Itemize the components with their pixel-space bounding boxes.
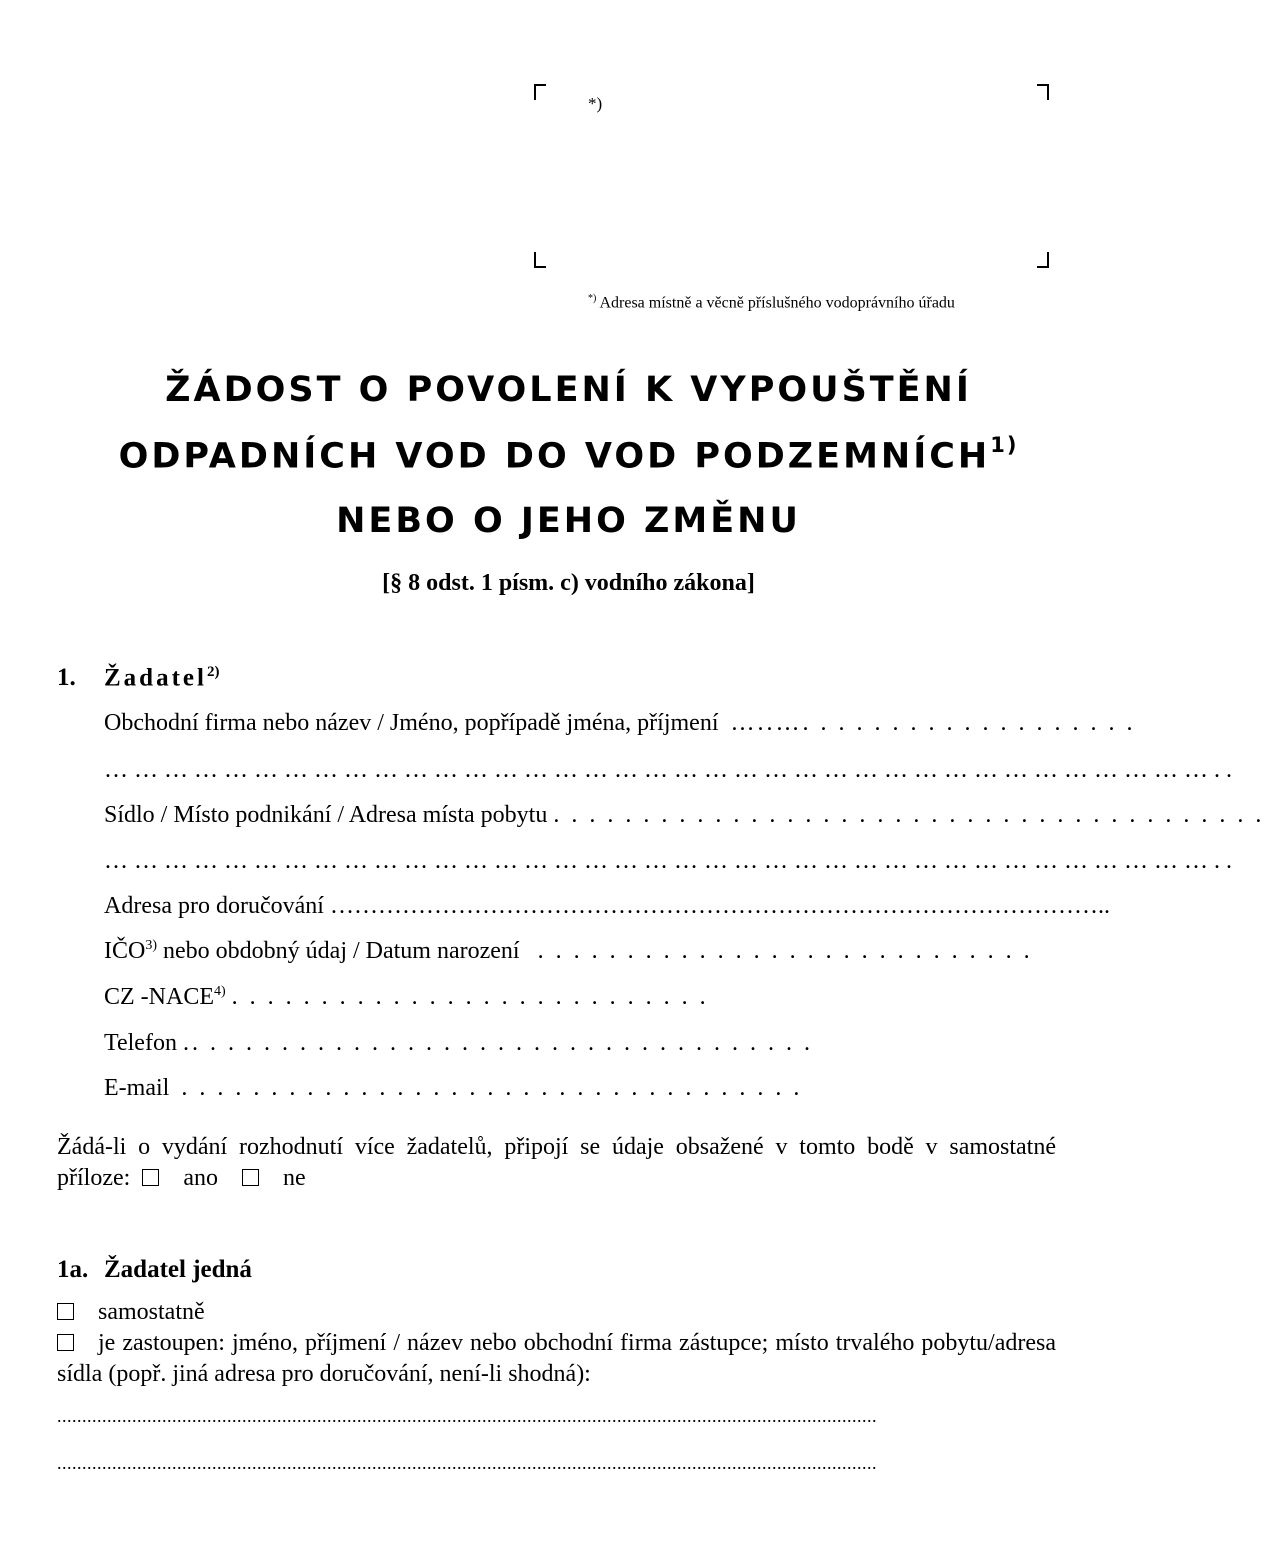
address-box-corner-top-left: [534, 84, 546, 100]
delivery-address-dots: ……………………………………………………………………………………..: [329, 893, 1110, 919]
address-box-corner-bottom-right: [1037, 252, 1049, 268]
section-1-title-text: Žadatel: [104, 664, 207, 692]
title-footnote-1: 1): [990, 433, 1019, 457]
ico-dots: . . . . . . . . . . . . . . . . . . . . . . . . . . . .: [537, 938, 1033, 964]
no-checkbox[interactable]: [242, 1169, 259, 1186]
phone-dots: .. . . . . . . . . . . . . . . . . . . . . . . . . . . . . . . . . . .: [182, 1030, 813, 1056]
applicant-seat-field[interactable]: [104, 802, 1264, 829]
ico-field[interactable]: [104, 938, 1055, 965]
delivery-address-field[interactable]: [104, 893, 1110, 920]
email-dots: . . . . . . . . . . . . . . . . . . . . . . . . . . . . . . . . . . .: [181, 1075, 803, 1101]
represented-checkbox[interactable]: [57, 1334, 74, 1351]
applicant-seat-dots: . . . . . . . . . . . . . . . . . . . . . . . . . . . . . . . . . . . . . . . .: [553, 802, 1264, 828]
yes-label: ano: [183, 1165, 218, 1191]
acts-alone-label: samostatně: [98, 1299, 205, 1325]
law-reference: [§ 8 odst. 1 písm. c) vodního zákona]: [382, 570, 755, 596]
multiple-applicants-text: Žádá-li o vydání rozhodnutí více žadatelů, připojí se údaje obsažené v tomto bodě v samostatné příloze:: [57, 1134, 1056, 1191]
yes-checkbox[interactable]: [142, 1169, 159, 1186]
applicant-name-dots: …..…. . . . . . . . . . . . . . . . . . .: [730, 710, 1136, 736]
ico-label: IČO: [104, 938, 146, 964]
address-note-marker: *): [588, 293, 597, 304]
represented-option[interactable]: [57, 1328, 1056, 1390]
title-line-1: ŽÁDOST O POVOLENÍ K VYPOUŠTĚNÍ: [165, 370, 972, 410]
acts-alone-checkbox[interactable]: [57, 1303, 74, 1320]
represented-label: je zastoupen: jméno, příjmení / název nebo obchodní firma zástupce; místo trvalého pobytu/adresa sídla (popř. jiná adresa pro doručování, není-li shodná):: [57, 1330, 1056, 1387]
representative-line-2[interactable]: ....................................................................................................................................................................: [57, 1453, 877, 1473]
title-line-2: [0, 433, 1137, 477]
multiple-applicants-paragraph: [57, 1132, 1056, 1194]
nace-field[interactable]: [104, 984, 1055, 1011]
applicant-name-label: Obchodní firma nebo název / Jméno, popřípadě jména, příjmení: [104, 710, 719, 736]
address-box-marker: *): [588, 94, 603, 113]
applicant-name-continuation[interactable]: … … … … … … … … … … … … … … … … … … … … … … … … … … … … … … … … … … … … … . .: [104, 757, 1232, 783]
title-line-2-text: ODPADNÍCH VOD DO VOD PODZEMNÍCH: [118, 436, 991, 477]
email-label: E-mail: [104, 1075, 170, 1101]
address-box-corner-bottom-left: [534, 252, 546, 268]
address-box-corner-top-right: [1037, 84, 1049, 100]
representative-line-1[interactable]: ....................................................................................................................................................................: [57, 1406, 877, 1426]
phone-label: Telefon: [104, 1030, 177, 1056]
nace-dots: . . . . . . . . . . . . . . . . . . . . . . . . . . .: [231, 984, 709, 1010]
ico-footnote: 3): [145, 938, 158, 953]
applicant-seat-label: Sídlo / Místo podnikání / Adresa místa pobytu: [104, 802, 548, 828]
address-note-text: Adresa místně a věcně příslušného vodoprávního úřadu: [596, 294, 955, 312]
delivery-address-label: Adresa pro doručování: [104, 893, 324, 919]
applicant-seat-continuation[interactable]: … … … … … … … … … … … … … … … … … … … … … … … … … … … … … … … … … … … … … . .: [104, 848, 1232, 874]
section-1-number: 1.: [57, 664, 76, 691]
section-1-footnote: 2): [206, 664, 220, 680]
ico-label-rest: nebo obdobný údaj / Datum narození: [157, 938, 520, 964]
no-label: ne: [282, 1165, 306, 1191]
applicant-name-field[interactable]: [104, 710, 1136, 737]
email-field[interactable]: [104, 1075, 1055, 1102]
section-1a-number: 1a.: [57, 1256, 89, 1283]
nace-label: CZ -NACE: [104, 984, 214, 1010]
acts-alone-option[interactable]: [57, 1299, 205, 1326]
section-1a-title: Žadatel jedná: [104, 1256, 252, 1283]
nace-footnote: 4): [214, 984, 226, 999]
address-note: [588, 293, 955, 312]
title-line-3: NEBO O JEHO ZMĚNU: [336, 501, 801, 541]
section-1-title: [104, 664, 219, 692]
phone-field[interactable]: [104, 1030, 1055, 1057]
